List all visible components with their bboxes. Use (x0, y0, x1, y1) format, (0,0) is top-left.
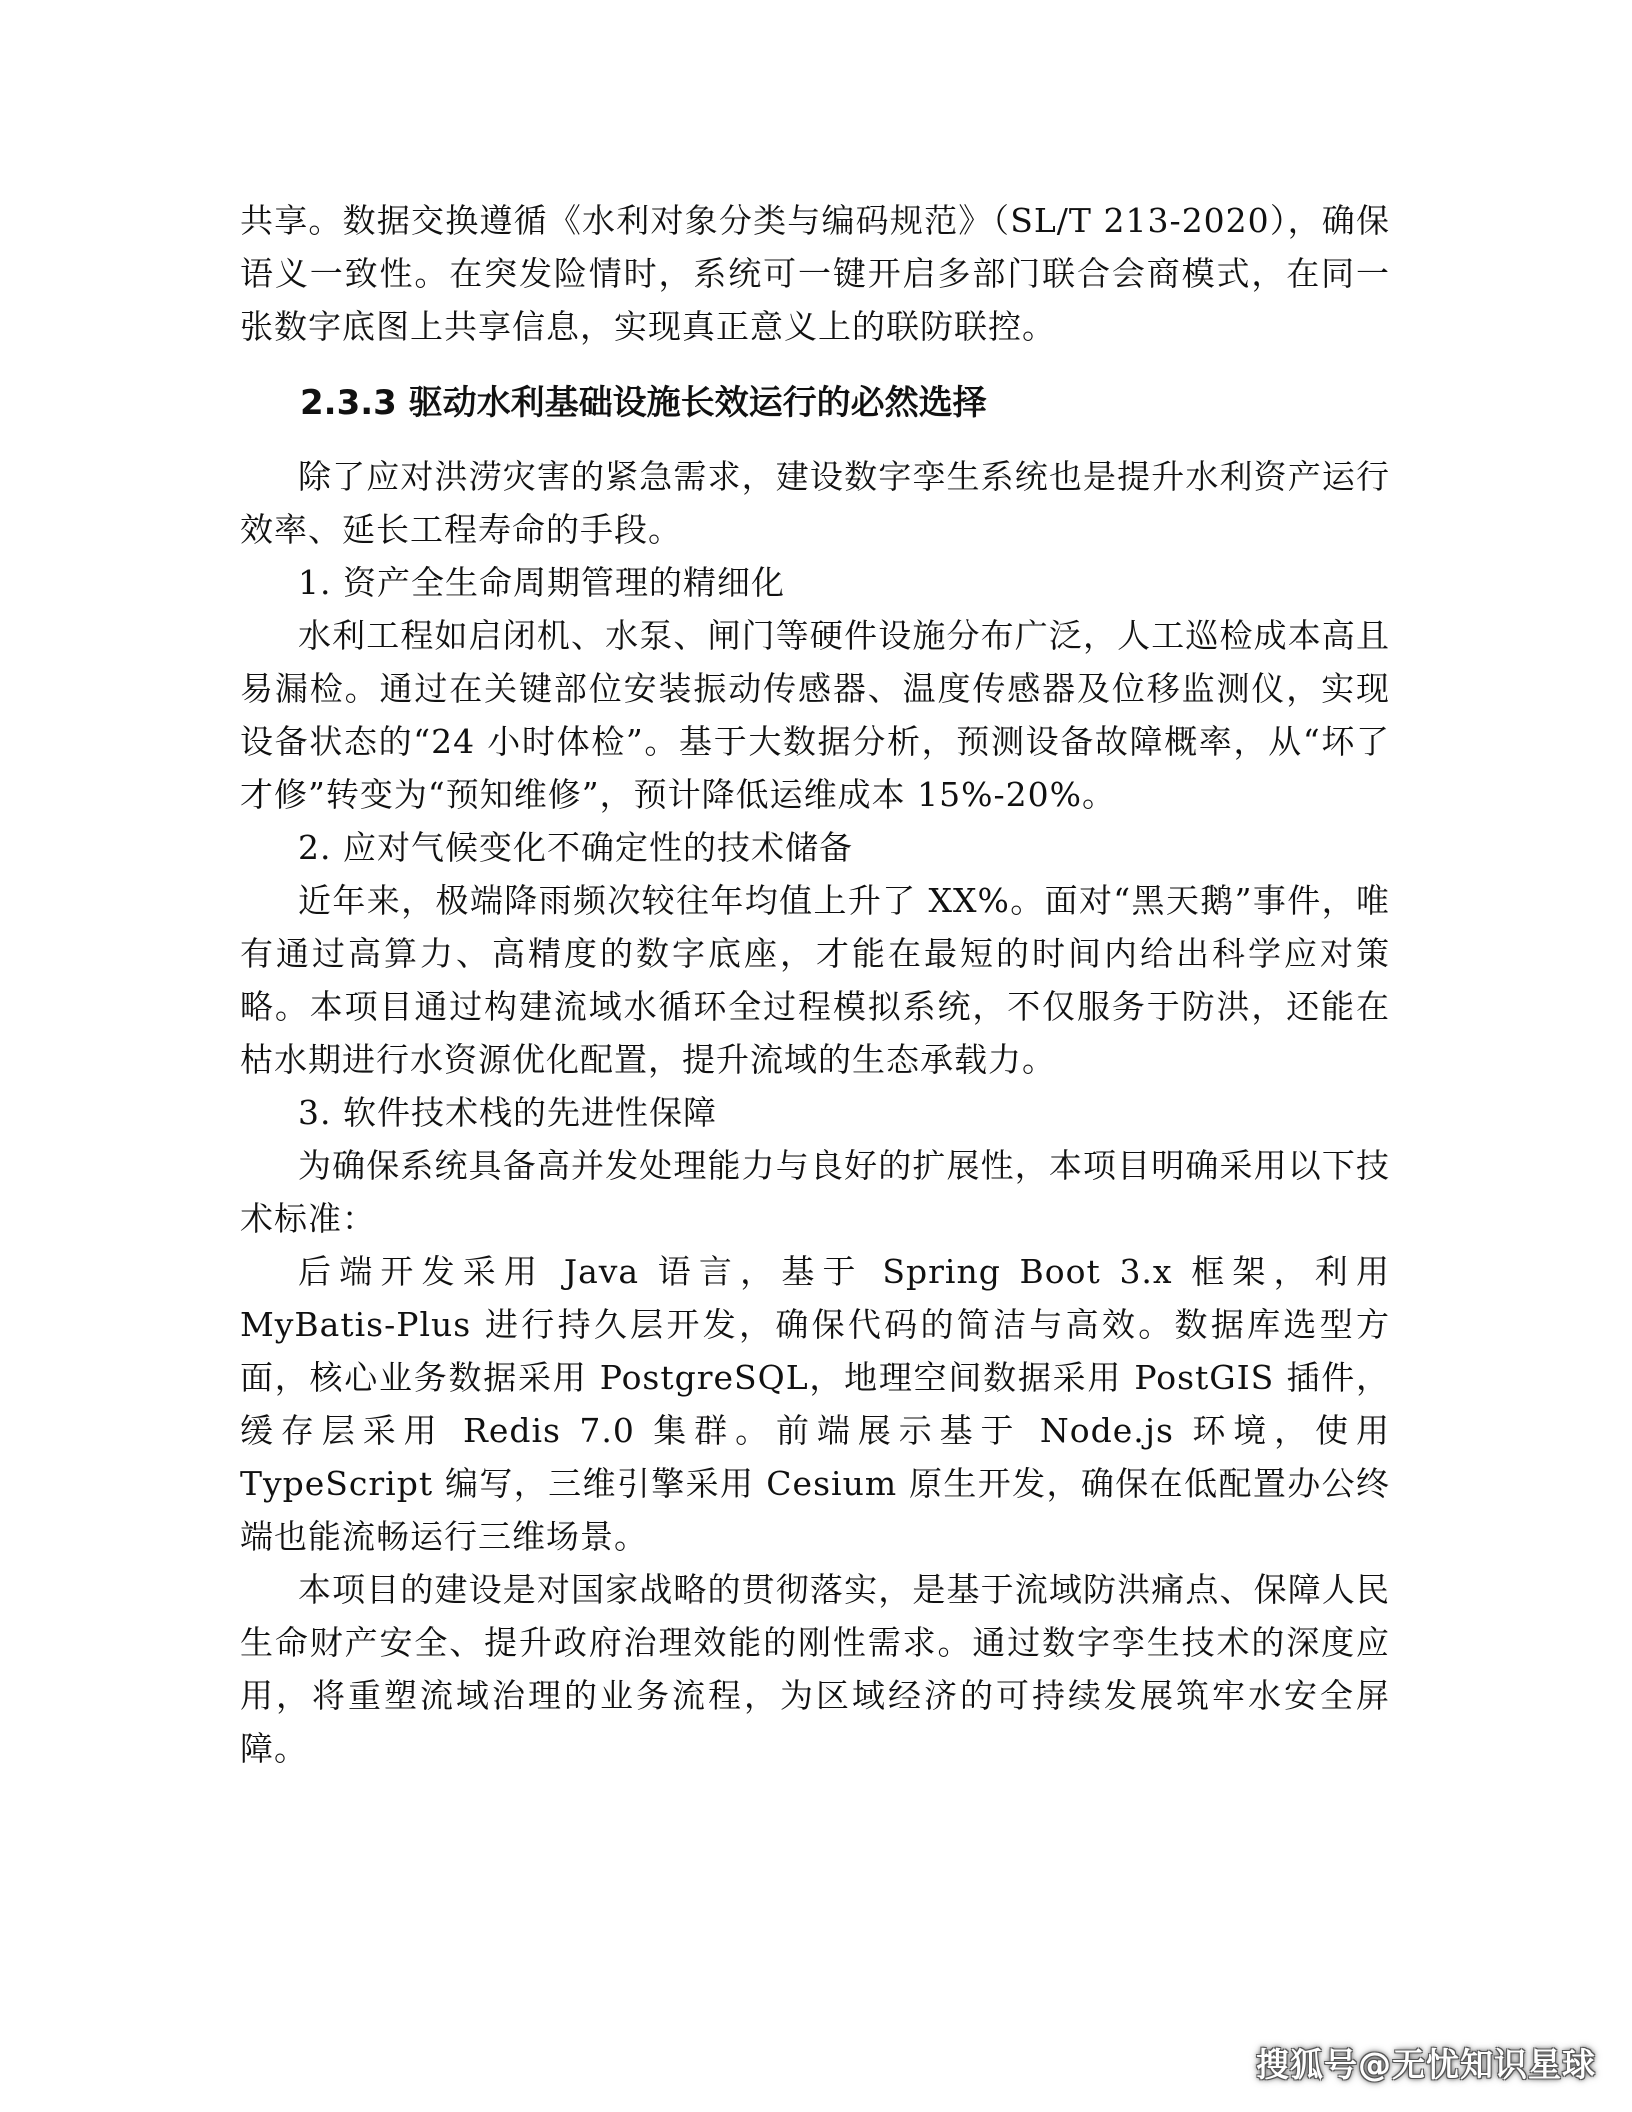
body-paragraph: 水利工程如启闭机、水泵、闸门等硬件设施分布广泛，人工巡检成本高且易漏检。通过在关键部位安装振动传感器、温度传感器及位移监测仪，实现设备状态的“24 小时体检”。基于大数据分析，预测设备故障概率，从“坏了才修”转变为“预知维修”，预计降低运维成本 15%-20%。 (240, 616, 1390, 814)
body-paragraph: 为确保系统具备高并发处理能力与良好的扩展性，本项目明确采用以下技术标准： (240, 1146, 1390, 1238)
watermark-text: 搜狐号@无忧知识星球 (1256, 2045, 1596, 2084)
body-paragraph: 除了应对洪涝灾害的紧急需求，建设数字孪生系统也是提升水利资产运行效率、延长工程寿命的手段。 (240, 457, 1390, 549)
list-heading-3: 3. 软件技术栈的先进性保障 (298, 1093, 717, 1132)
intro-section (240, 194, 1390, 353)
body-paragraph: 近年来，极端降雨频次较往年均值上升了 XX%。面对“黑天鹅”事件，唯有通过高算力、高精度的数字底座，才能在最短的时间内给出科学应对策略。本项目通过构建流域水循环全过程模拟系统，不仅服务于防洪，还能在枯水期进行水资源优化配置，提升流域的生态承载力。 (240, 881, 1390, 1079)
section-heading: 2.3.3 驱动水利基础设施长效运行的必然选择 (300, 383, 987, 423)
body-paragraph: 后端开发采用 Java 语言，基于 Spring Boot 3.x 框架，利用 MyBatis-Plus 进行持久层开发，确保代码的简洁与高效。数据库选型方面，核心业务数据采用 PostgreSQL，地理空间数据采用 PostGIS 插件，缓存层采用 Redis 7.0 集群。前端展示基于 Node.js 环境，使用 TypeScript 编写，三维引擎采用 Cesium 原生开发，确保在低配置办公终端也能流畅运行三维场景。 (240, 1252, 1390, 1556)
list-heading-2: 2. 应对气候变化不确定性的技术储备 (298, 828, 853, 867)
body-paragraph: 本项目的建设是对国家战略的贯彻落实，是基于流域防洪痛点、保障人民生命财产安全、提升政府治理效能的刚性需求。通过数字孪生技术的深度应用，将重塑流域治理的业务流程，为区域经济的可持续发展筑牢水安全屏障。 (240, 1570, 1390, 1768)
intro-paragraph: 共享。数据交换遵循《水利对象分类与编码规范》（SL/T 213-2020），确保语义一致性。在突发险情时，系统可一键开启多部门联合会商模式，在同一张数字底图上共享信息，实现真正意义上的联防联控。 (240, 201, 1390, 346)
list-heading-1: 1. 资产全生命周期管理的精细化 (298, 563, 785, 602)
body-section (240, 450, 1390, 1775)
